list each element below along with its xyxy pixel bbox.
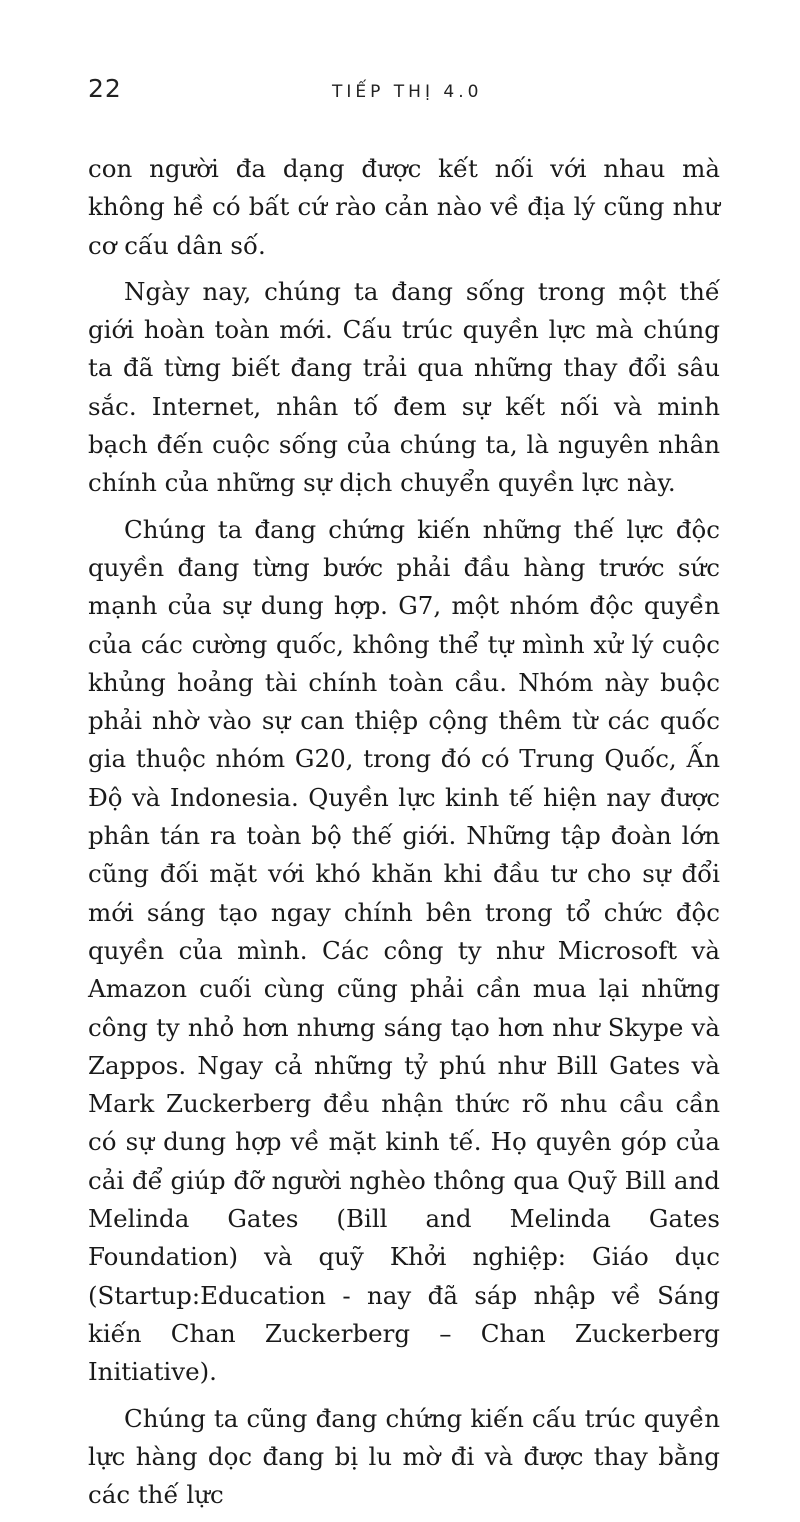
page-number: 22 bbox=[88, 74, 122, 103]
running-title: TIẾP THỊ 4.0 bbox=[332, 82, 483, 102]
body-text bbox=[88, 150, 720, 1522]
page-header bbox=[0, 0, 800, 120]
paragraph-continuation: con người đa dạng được kết nối với nhau mà không hề có bất cứ rào cản nào về địa lý cũng như cơ cấu dân số. bbox=[88, 154, 720, 260]
paragraph: Chúng ta cũng đang chứng kiến cấu trúc quyền lực hàng dọc đang bị lu mờ đi và được thay bằng các thế lực bbox=[88, 1403, 720, 1510]
paragraph: Ngày nay, chúng ta đang sống trong một thế giới hoàn toàn mới. Cấu trúc quyền lực mà chúng ta đã từng biết đang trải qua những thay đổi sâu sắc. Internet, nhân tố đem sự kết nối và minh bạch đến cuộc sống của chúng ta, là nguyên nhân chính của những sự dịch chuyển quyền lực này. bbox=[88, 276, 720, 498]
paragraph: Chúng ta đang chứng kiến những thế lực độc quyền đang từng bước phải đầu hàng trước sức mạnh của sự dung hợp. G7, một nhóm độc quyền của các cường quốc, không thể tự mình xử lý cuộc khủng hoảng tài chính toàn cầu. Nhóm này buộc phải nhờ vào sự can thiệp cộng thêm từ các quốc gia thuộc nhóm G20, trong đó có Trung Quốc, Ấn Độ và Indonesia. Quyền lực kinh tế hiện nay được phân tán ra toàn bộ thế giới. Những tập đoàn lớn cũng đối mặt với khó khăn khi đầu tư cho sự đổi mới sáng tạo ngay chính bên trong tổ chức độc quyền của mình. Các công ty như Microsoft và Amazon cuối cùng cũng phải cần mua lại những công ty nhỏ hơn nhưng sáng tạo hơn như Skype và Zappos. Ngay cả những tỷ phú như Bill Gates và Mark Zuckerberg đều nhận thức rõ nhu cầu cần có sự dung hợp về mặt kinh tế. Họ quyên góp của cải để giúp đỡ người nghèo thông qua Quỹ Bill and Melinda Gates (Bill and Melinda Gates Foundation) và quỹ Khởi nghiệp: Giáo dục (Startup:Education - nay đã sáp nhập về Sáng kiến Chan Zuckerberg – Chan Zuckerberg Initiative). bbox=[88, 514, 720, 1387]
